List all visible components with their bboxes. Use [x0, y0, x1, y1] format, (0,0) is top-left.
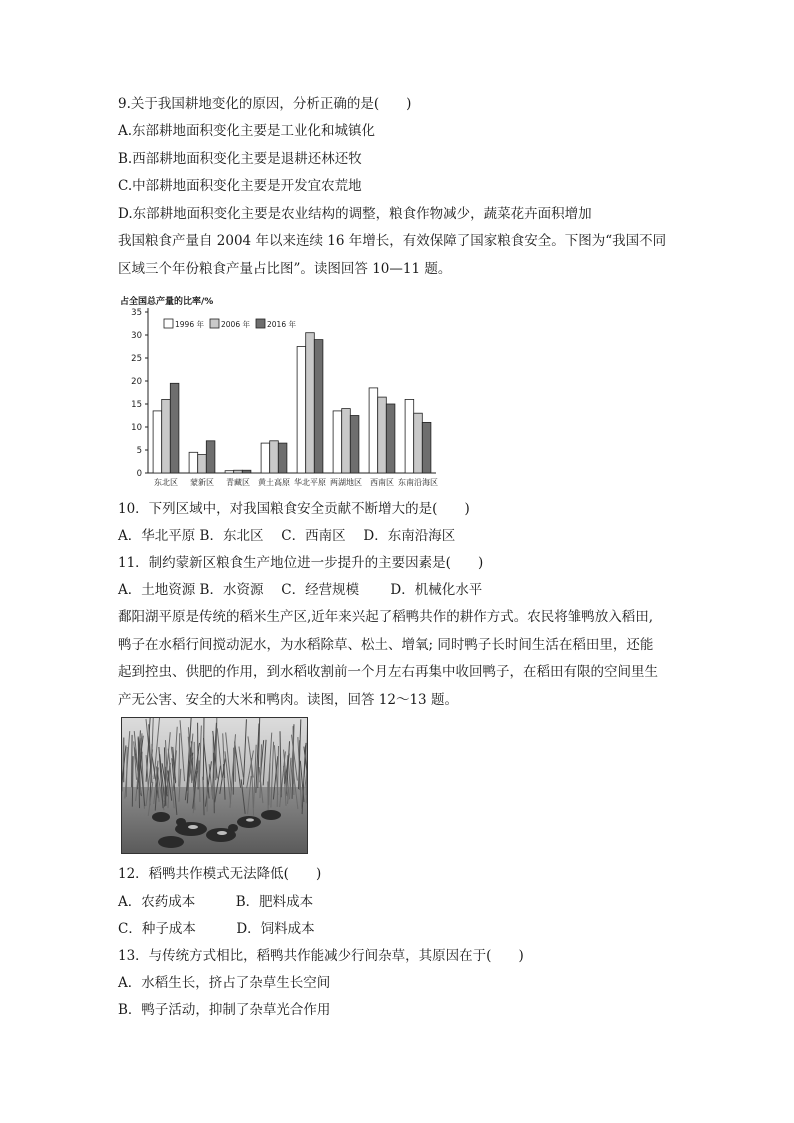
legend-label-1: 1996 年: [175, 320, 204, 329]
bar-2-1: [162, 399, 171, 473]
x-tick-label: 蒙新区: [190, 478, 214, 487]
bar-3-7: [386, 404, 395, 473]
bar-1-4: [261, 443, 270, 473]
q10-options: A．华北平原 B．东北区 C．西南区 D．东南沿海区: [118, 528, 456, 544]
q12-stem: 12．稻鸭共作模式无法降低( ): [118, 866, 322, 882]
y-tick-label: 0: [136, 469, 142, 479]
q9-stem: 9.关于我国耕地变化的原因，分析正确的是( ): [118, 96, 412, 112]
bar-3-1: [170, 383, 179, 473]
bar-1-1: [153, 411, 162, 473]
legend-label-3: 2016 年: [267, 320, 296, 329]
bar-3-6: [350, 416, 359, 474]
bar-3-4: [278, 443, 287, 473]
q9-option-c: C.中部耕地面积变化主要是开发宜农荒地: [118, 178, 362, 194]
q12-options-ab: A．农药成本 B．肥料成本: [118, 894, 314, 910]
y-tick-label: 20: [131, 377, 142, 387]
bar-1-7: [369, 388, 378, 473]
intro-12-13-line-4: 产无公害、安全的大米和鸭肉。读图，回答 12～13 题。: [118, 692, 458, 708]
q9-option-a: A.东部耕地面积变化主要是工业化和城镇化: [118, 123, 376, 139]
q9-option-b: B.西部耕地面积变化主要是退耕还林还牧: [118, 151, 362, 167]
legend-swatch-1: [164, 319, 173, 328]
y-tick-label: 10: [131, 423, 142, 433]
x-tick-label: 两湖地区: [330, 478, 362, 487]
q12-options-cd: C．种子成本 D．饲料成本: [118, 921, 315, 937]
q9-option-d: D.东部耕地面积变化主要是农业结构的调整，粮食作物减少，蔬菜花卉面积增加: [118, 206, 592, 222]
grain-share-chart: [118, 292, 444, 488]
y-tick-label: 5: [136, 446, 142, 456]
intro-12-13-line-1: 鄱阳湖平原是传统的稻米生产区,近年来兴起了稻鸭共作的耕作方式。农民将雏鸭放入稻田,: [118, 609, 654, 625]
bar-1-2: [189, 452, 198, 473]
x-tick-label: 东南沿海区: [398, 478, 438, 487]
legend-swatch-2: [210, 319, 219, 328]
q13-option-a: A．水稻生长，挤占了杂草生长空间: [118, 975, 331, 991]
intro-10-11-line-1: 我国粮食产量自 2004 年以来连续 16 年增长，有效保障了国家粮食安全。下图为“我国不同: [118, 233, 667, 249]
intro-12-13-line-3: 起到控虫、供肥的作用，到水稻收割前一个月左右再集中收回鸭子，在稻田有限的空间里生: [118, 664, 658, 680]
chart-title: 占全国总产量的比率/%: [120, 297, 214, 307]
q13-stem: 13．与传统方式相比，稻鸭共作能减少行间杂草，其原因在于( ): [118, 948, 524, 964]
q11-options: A．土地资源 B．水资源 C．经营规模 D．机械化水平: [118, 582, 483, 598]
bar-2-4: [270, 441, 279, 473]
x-tick-label: 西南区: [370, 478, 394, 487]
bar-2-8: [414, 413, 423, 473]
q13-option-b: B．鸭子活动，抑制了杂草光合作用: [118, 1002, 331, 1018]
x-tick-label: 华北平原: [294, 478, 326, 487]
bar-2-6: [342, 409, 351, 473]
bar-1-8: [405, 399, 414, 473]
bar-1-3: [225, 471, 234, 473]
y-tick-label: 15: [131, 400, 142, 410]
x-tick-label: 黄土高原: [258, 478, 290, 487]
bar-3-3: [242, 470, 251, 473]
x-tick-label: 青藏区: [226, 478, 250, 487]
bar-2-5: [306, 333, 315, 473]
bar-1-6: [333, 411, 342, 473]
intro-10-11-line-2: 区域三个年份粮食产量占比图”。读图回答 10—11 题。: [118, 261, 452, 277]
y-tick-label: 35: [131, 308, 142, 318]
q11-stem: 11．制约蒙新区粮食生产地位进一步提升的主要因素是( ): [118, 555, 484, 571]
x-tick-label: 东北区: [154, 478, 178, 487]
rice-duck-field-photo: [121, 717, 308, 854]
intro-12-13-line-2: 鸭子在水稻行间搅动泥水，为水稻除草、松土、增氧; 同时鸭子长时间生活在稻田里，还能: [118, 637, 654, 653]
bar-1-5: [297, 347, 306, 474]
y-tick-label: 25: [131, 354, 142, 364]
q10-stem: 10．下列区域中，对我国粮食安全贡献不断增大的是( ): [118, 501, 470, 517]
grain-share-chart-svg: [118, 292, 444, 488]
bar-3-8: [422, 422, 431, 473]
bar-2-3: [234, 470, 243, 473]
y-tick-label: 30: [131, 331, 142, 341]
legend-label-2: 2006 年: [221, 320, 250, 329]
bar-3-2: [206, 441, 215, 473]
legend-swatch-3: [256, 319, 265, 328]
bar-3-5: [314, 340, 323, 473]
bar-2-2: [198, 455, 207, 473]
bar-2-7: [378, 397, 387, 473]
